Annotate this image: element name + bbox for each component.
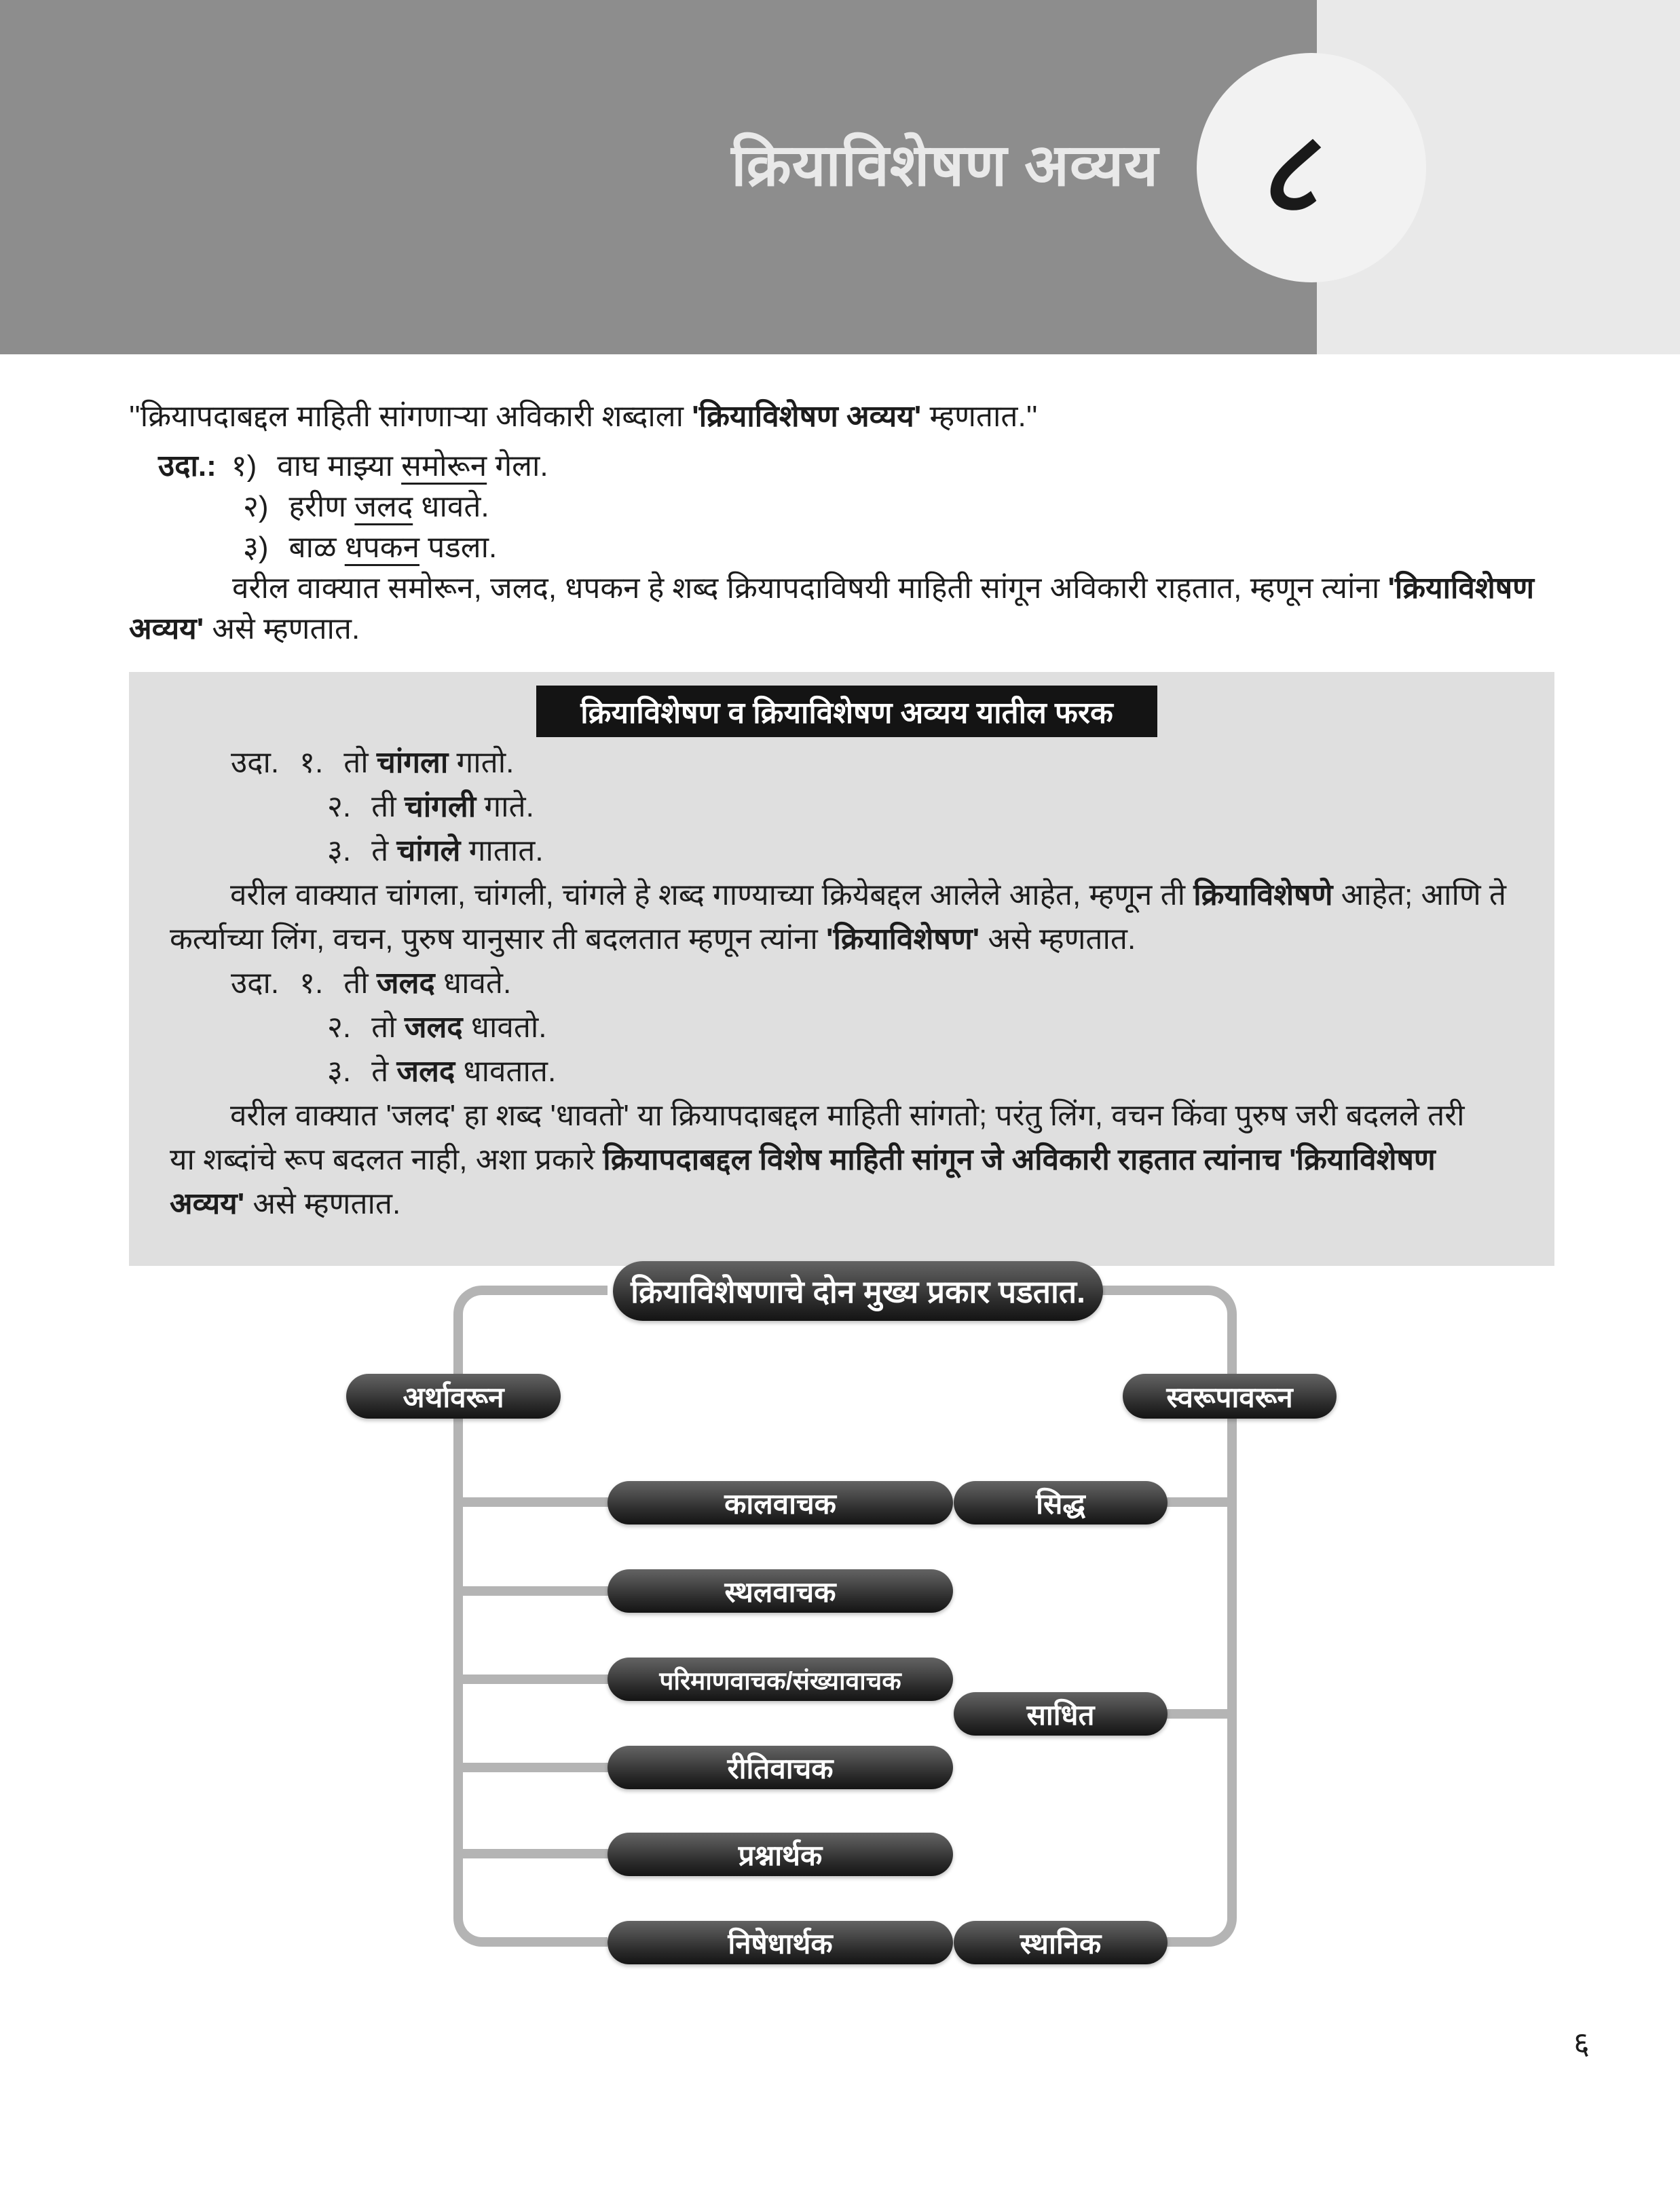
definition-post: म्हणतात.'' [921,400,1038,433]
diagram-node-sthanik: स्थानिक [954,1921,1168,1964]
box-para-1-line-2: कर्त्याच्या लिंग, वचन, पुरुष यानुसार ती बदलतात म्हणून त्यांना 'क्रियाविशेषण' असे म्हणतात. [170,922,1136,956]
chapter-number: ८ [1254,106,1340,238]
diagram-node-negative: निषेधार्थक [608,1921,953,1964]
definition-line [129,397,1038,436]
connector-stub [458,1586,614,1596]
intro-example-2: २) हरीण जलद धावते. [243,490,489,523]
comparison-box-title: क्रियाविशेषण व क्रियाविशेषण अव्यय यातील फरक [536,686,1157,737]
box-example-1-2: २. ती चांगली गाते. [327,790,534,823]
intro-example-3: ३) बाळ धपकन पडला. [243,531,498,564]
example-number: २) [243,490,269,523]
box-example-1-3: ३. ते चांगले गातात. [327,834,544,867]
definition-pre: ''क्रियापदाबद्दल माहिती सांगणाऱ्या अविकारी शब्दाला [129,400,692,433]
diagram-root-node: क्रियाविशेषणाचे दोन मुख्य प्रकार पडतात. [613,1261,1103,1321]
diagram-node-time: कालवाचक [608,1481,953,1524]
box-example-2-1: उदा. १. ती जलद धावते. [231,967,512,1000]
box-para-1-line-1: वरील वाक्यात चांगला, चांगली, चांगले हे शब्द गाण्याच्या क्रियेबद्दल आलेले आहेत, म्हणून ती क्रियाविशेषणे आहेत; आणि ते [230,878,1506,912]
underlined-adverb: समोरून [401,449,487,483]
example-number: ३) [243,531,269,564]
diagram-node-sadhit: साधित [954,1692,1168,1736]
connector-stub [458,1763,614,1772]
box-para-2-line-1: वरील वाक्यात 'जलद' हा शब्द 'धावतो' या क्रियापदाबद्दल माहिती सांगतो; परंतु लिंग, वचन किंवा पुरुष जरी बदलले तरी [230,1099,1465,1132]
box-example-2-2: २. तो जलद धावतो. [327,1011,547,1044]
example-label: उदा.: [158,449,217,483]
example-label: उदा. [231,746,280,779]
example-number: १) [231,449,257,483]
intro-example-1: उदा.: १) वाघ माझ्या समोरून गेला. [158,449,548,483]
underlined-adverb: धपकन [344,531,419,564]
definition-term: 'क्रियाविशेषण अव्यय' [692,400,922,433]
box-para-2-line-3: अव्यय' असे म्हणतात. [170,1187,401,1220]
diagram-node-place: स्थलवाचक [608,1569,953,1613]
intro-conclusion-line-2: अव्यय' असे म्हणतात. [129,612,360,646]
chapter-number-badge [1197,53,1426,282]
connector-stub [458,1849,614,1858]
connector-stub [458,1497,614,1507]
connector-stub [458,1675,614,1684]
diagram-node-interrogative: प्रश्नार्थक [608,1833,953,1876]
diagram-branch-meaning: अर्थावरून [346,1374,561,1419]
diagram-node-manner: रीतिवाचक [608,1746,953,1789]
diagram-node-siddha: सिद्ध [954,1481,1168,1524]
example-label: उदा. [231,967,280,1000]
diagram-node-quantity: परिमाणवाचक/संख्यावाचक [608,1658,953,1701]
box-example-1-1: उदा. १. तो चांगला गातो. [231,746,515,779]
intro-conclusion-line-1: वरील वाक्यात समोरून, जलद, धपकन हे शब्द क्रियापदाविषयी माहिती सांगून अविकारी राहतात, म्हणून त्यांना 'क्रियाविशेषण [232,572,1535,605]
page-title: क्रियाविशेषण अव्यय [731,133,1159,198]
page-number: ६ [1573,2025,1590,2061]
diagram-branch-form: स्वरूपावरून [1123,1374,1337,1419]
box-para-2-line-2: या शब्दांचे रूप बदलत नाही, अशा प्रकारे क्रियापदाबद्दल विशेष माहिती सांगून जे अविकारी राहतात त्यांनाच 'क्रियाविशेषण [170,1143,1436,1176]
underlined-adverb: जलद [354,490,413,523]
box-example-2-3: ३. ते जलद धावतात. [327,1055,557,1088]
